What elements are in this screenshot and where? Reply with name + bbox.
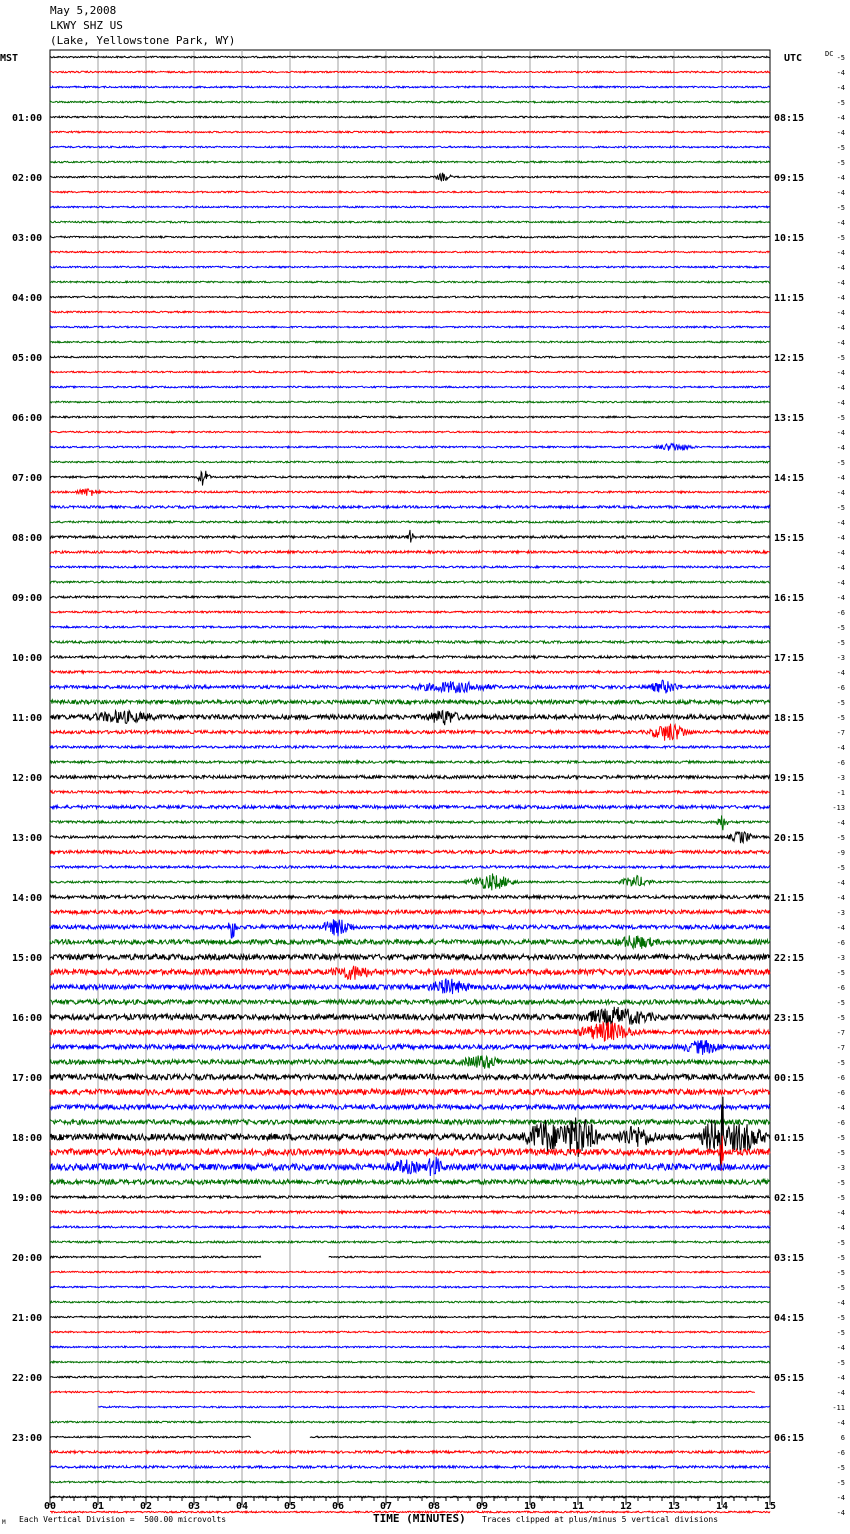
right-hour-label: 22:15 (774, 953, 805, 964)
right-hour-label: 08:15 (774, 113, 805, 124)
right-hour-label: 18:15 (774, 713, 805, 724)
dc-offset-label: -4 (836, 1104, 845, 1112)
seismic-trace-83 (50, 1301, 770, 1303)
seismic-trace-38 (50, 626, 770, 628)
dc-offset-label: -4 (836, 1374, 845, 1382)
seismic-trace-94 (50, 1466, 770, 1468)
left-hour-label: 12:00 (12, 773, 43, 784)
left-hour-label: 20:00 (12, 1253, 43, 1264)
right-hour-label: 02:15 (774, 1193, 805, 1204)
seismic-trace-26 (50, 444, 770, 451)
dc-offset-label: -5 (836, 1134, 845, 1142)
seismic-trace-10 (50, 206, 770, 208)
clip-note: Traces clipped at plus/minus 5 vertical divisions (482, 1515, 719, 1524)
dc-offset-label: -4 (836, 1419, 845, 1427)
seismic-trace-59 (50, 935, 770, 948)
seismic-trace-44 (50, 711, 770, 726)
dc-offset-label: -4 (836, 69, 845, 77)
dc-offset-label: -5 (836, 1194, 845, 1202)
seismic-trace-21 (50, 371, 770, 373)
x-tick-label: 08 (427, 1501, 441, 1512)
seismic-trace-13 (50, 251, 770, 253)
left-hour-label: 22:00 (12, 1373, 43, 1384)
dc-label: DC (825, 50, 834, 58)
dc-offset-label: -4 (836, 1494, 845, 1502)
dc-offset-label: -5 (836, 1329, 845, 1337)
dc-offset-label: -4 (836, 474, 845, 482)
seismic-trace-67 (50, 1055, 770, 1068)
dc-offset-label: -7 (836, 729, 845, 737)
dc-offset-label: -5 (836, 144, 845, 152)
dc-offset-label: -4 (836, 369, 845, 377)
dc-offset-label: -5 (836, 414, 845, 422)
left-hour-label: 10:00 (12, 653, 43, 664)
seismic-trace-14 (50, 266, 770, 268)
seismic-trace-61 (50, 966, 770, 980)
seismic-trace-22 (50, 386, 770, 388)
seismic-trace-87 (50, 1361, 770, 1363)
seismic-trace-48 (50, 775, 770, 778)
seismic-trace-8 (50, 173, 770, 181)
dc-offset-label: -4 (836, 1299, 845, 1307)
dc-offset-label: -5 (836, 1059, 845, 1067)
header-location: (Lake, Yellowstone Park, WY) (50, 34, 236, 47)
seismic-trace-29 (50, 489, 770, 496)
seismic-trace-81 (50, 1271, 770, 1273)
seismic-trace-11 (50, 221, 770, 223)
dc-offset-label: -4 (836, 294, 845, 302)
dc-offset-label: -5 (836, 714, 845, 722)
dc-offset-label: -6 (836, 684, 845, 692)
right-hour-label: 10:15 (774, 233, 805, 244)
dc-offset-label: -5 (836, 1254, 845, 1262)
seismic-trace-5 (50, 131, 770, 133)
dc-offset-label: -4 (836, 1209, 845, 1217)
seismic-trace-68 (50, 1074, 770, 1080)
seismic-trace-71 (50, 1120, 770, 1125)
seismic-trace-60 (50, 954, 770, 960)
dc-offset-label: -13 (832, 804, 845, 812)
seismic-trace-57 (50, 910, 770, 914)
seismic-trace-76 (50, 1196, 770, 1198)
dc-offset-label: -6 (836, 939, 845, 947)
header-date: May 5,2008 (50, 4, 117, 17)
dc-offset-label: -5 (836, 1269, 845, 1277)
dc-offset-label: -4 (836, 444, 845, 452)
dc-offset-label: -4 (836, 219, 845, 227)
dc-offset-label: -5 (836, 1464, 845, 1472)
dc-offset-label: -5 (836, 999, 845, 1007)
seismic-trace-85 (50, 1331, 770, 1333)
seismic-trace-43 (50, 700, 770, 704)
left-hour-label: 03:00 (12, 233, 43, 244)
right-hour-label: 14:15 (774, 473, 805, 484)
seismic-trace-77 (50, 1211, 770, 1213)
left-hour-label: 19:00 (12, 1193, 43, 1204)
seismic-trace-64 (50, 1007, 770, 1026)
x-tick-label: 12 (619, 1501, 633, 1512)
x-tick-label: 04 (235, 1501, 249, 1512)
right-hour-label: 17:15 (774, 653, 805, 664)
left-hour-label: 23:00 (12, 1433, 43, 1444)
dc-offset-label: -5 (836, 504, 845, 512)
dc-offset-label: -6 (836, 1074, 845, 1082)
dc-offset-label: -4 (836, 594, 845, 602)
dc-offset-label: -5 (836, 639, 845, 647)
seismic-trace-17 (50, 311, 770, 313)
seismic-trace-74 (50, 1157, 770, 1176)
seismic-trace-75 (50, 1180, 770, 1185)
seismic-trace-35 (50, 581, 770, 583)
dc-offset-label: -5 (836, 459, 845, 467)
dc-offset-label: -4 (836, 879, 845, 887)
seismic-trace-24 (50, 416, 770, 418)
dc-offset-label: -3 (836, 1164, 845, 1172)
right-hour-label: 12:15 (774, 353, 805, 364)
seismic-trace-45 (50, 724, 770, 741)
dc-offset-label: -4 (836, 894, 845, 902)
dc-offset-label: -5 (836, 1359, 845, 1367)
seismic-trace-0 (50, 56, 770, 58)
corner-mark: M (2, 1519, 6, 1526)
seismic-trace-41 (50, 671, 770, 673)
dc-offset-label: -5 (836, 834, 845, 842)
x-tick-label: 02 (139, 1501, 153, 1512)
left-hour-label: 14:00 (12, 893, 43, 904)
x-tick-label: 15 (763, 1501, 777, 1512)
dc-offset-label: -5 (836, 1179, 845, 1187)
left-hour-label: 09:00 (12, 593, 43, 604)
dc-offset-label: -3 (836, 774, 845, 782)
dc-offset-label: -4 (836, 114, 845, 122)
dc-offset-label: -4 (836, 564, 845, 572)
dc-offset-label: -6 (836, 609, 845, 617)
dc-offset-label: -5 (836, 1479, 845, 1487)
dc-offset-label: -4 (836, 189, 845, 197)
dc-offset-label: -5 (836, 1239, 845, 1247)
dc-offset-label: -4 (836, 429, 845, 437)
dc-offset-label: -11 (832, 1404, 845, 1412)
right-hour-label: 13:15 (774, 413, 805, 424)
x-tick-label: 14 (715, 1501, 729, 1512)
seismic-trace-52 (50, 832, 770, 843)
left-hour-label: 02:00 (12, 173, 43, 184)
left-hour-label: 05:00 (12, 353, 43, 364)
seismic-trace-95 (50, 1481, 770, 1483)
seismic-trace-6 (50, 146, 770, 148)
right-hour-label: 11:15 (774, 293, 805, 304)
dc-offset-label: -4 (836, 339, 845, 347)
dc-offset-label: -3 (836, 909, 845, 917)
seismic-trace-92 (50, 1436, 770, 1438)
dc-offset-label: -5 (836, 1314, 845, 1322)
x-tick-label: 05 (283, 1501, 297, 1512)
seismic-trace-23 (50, 401, 770, 403)
dc-offset-label: -9 (836, 849, 845, 857)
x-tick-label: 03 (187, 1501, 201, 1512)
dc-offset-label: -4 (836, 1389, 845, 1397)
seismic-trace-88 (50, 1376, 770, 1378)
seismic-trace-33 (50, 551, 770, 553)
right-hour-label: 19:15 (774, 773, 805, 784)
seismic-trace-86 (50, 1346, 770, 1348)
dc-offset-label: -4 (836, 489, 845, 497)
dc-offset-label: -4 (836, 819, 845, 827)
left-hour-label: 18:00 (12, 1133, 43, 1144)
seismic-trace-58 (50, 919, 770, 938)
seismic-trace-20 (50, 356, 770, 358)
dc-offset-label: -4 (836, 264, 845, 272)
seismic-trace-93 (50, 1451, 770, 1453)
left-hour-label: 04:00 (12, 293, 43, 304)
x-axis-title: TIME (MINUTES) (373, 1512, 466, 1525)
seismic-trace-30 (50, 506, 770, 508)
seismic-trace-27 (50, 461, 770, 463)
dc-offset-label: -4 (836, 84, 845, 92)
x-tick-label: 11 (571, 1501, 585, 1512)
left-hour-label: 11:00 (12, 713, 43, 724)
dc-offset-label: -3 (836, 654, 845, 662)
seismic-trace-37 (50, 611, 770, 613)
seismic-trace-51 (50, 815, 770, 830)
dc-offset-label: -5 (836, 1284, 845, 1292)
dc-offset-label: -4 (836, 249, 845, 257)
right-hour-label: 09:15 (774, 173, 805, 184)
dc-offset-label: -4 (836, 1224, 845, 1232)
dc-offset-label: -4 (836, 399, 845, 407)
seismic-trace-70 (50, 1105, 770, 1110)
dc-offset-label: -4 (836, 1344, 845, 1352)
seismic-trace-15 (50, 281, 770, 283)
seismic-trace-34 (50, 566, 770, 568)
dc-offset-label: -4 (836, 924, 845, 932)
dc-offset-label: -4 (836, 279, 845, 287)
seismic-trace-49 (50, 791, 770, 793)
seismic-trace-91 (50, 1421, 770, 1423)
dc-offset-label: -4 (836, 534, 845, 542)
seismic-trace-25 (50, 431, 770, 433)
dc-offset-label: -4 (836, 519, 845, 527)
right-hour-label: 06:15 (774, 1433, 805, 1444)
dc-offset-label: -4 (836, 549, 845, 557)
seismic-trace-89 (50, 1391, 755, 1393)
seismic-trace-53 (50, 850, 770, 853)
dc-offset-label: -4 (836, 384, 845, 392)
seismic-trace-84 (50, 1316, 770, 1318)
seismic-trace-62 (50, 979, 770, 995)
dc-offset-label: -4 (836, 1509, 845, 1517)
seismic-trace-56 (50, 895, 770, 898)
left-hour-label: 07:00 (12, 473, 43, 484)
seismic-trace-7 (50, 161, 770, 163)
seismic-trace-36 (50, 596, 770, 598)
seismic-trace-66 (50, 1040, 770, 1055)
dc-offset-label: -5 (836, 159, 845, 167)
dc-offset-label: -4 (836, 744, 845, 752)
seismic-trace-47 (50, 761, 770, 763)
right-hour-label: 23:15 (774, 1013, 805, 1024)
seismic-trace-28 (50, 471, 770, 486)
scale-note: Each Vertical Division = 500.00 microvolts (19, 1515, 227, 1524)
seismic-trace-80 (50, 1256, 770, 1258)
right-hour-label: 15:15 (774, 533, 805, 544)
right-hour-label: 05:15 (774, 1373, 805, 1384)
left-hour-label: 15:00 (12, 953, 43, 964)
x-tick-label: 10 (523, 1501, 537, 1512)
seismic-trace-2 (50, 86, 770, 88)
dc-offset-label: -4 (836, 669, 845, 677)
left-hour-label: 13:00 (12, 833, 43, 844)
x-tick-label: 06 (331, 1501, 345, 1512)
dc-offset-label: -6 (836, 1119, 845, 1127)
left-hour-label: 21:00 (12, 1313, 43, 1324)
x-tick-label: 01 (91, 1501, 105, 1512)
header-station: LKWY SHZ US (50, 19, 123, 32)
dc-offset-label: -5 (836, 204, 845, 212)
dc-offset-label: -4 (836, 324, 845, 332)
dc-offset-label: -5 (836, 864, 845, 872)
dc-offset-label: -5 (836, 54, 845, 62)
seismic-trace-55 (50, 874, 770, 891)
seismic-trace-32 (50, 530, 770, 543)
dc-offset-label: -4 (836, 579, 845, 587)
dc-offset-label: -6 (836, 1089, 845, 1097)
dc-offset-label: -1 (836, 789, 845, 797)
right-timezone-label: UTC (784, 53, 803, 64)
dc-offset-label: -3 (836, 954, 845, 962)
x-tick-label: 09 (475, 1501, 489, 1512)
seismic-trace-1 (50, 71, 770, 73)
right-hour-label: 21:15 (774, 893, 805, 904)
seismic-trace-46 (50, 746, 770, 748)
dc-offset-label: -5 (836, 1149, 845, 1157)
right-hour-label: 01:15 (774, 1133, 805, 1144)
left-hour-label: 17:00 (12, 1073, 43, 1084)
seismic-trace-19 (50, 341, 770, 343)
x-tick-label: 07 (379, 1501, 393, 1512)
dc-offset-label: -5 (836, 354, 845, 362)
dc-offset-label: -5 (836, 99, 845, 107)
right-hour-label: 20:15 (774, 833, 805, 844)
left-hour-label: 16:00 (12, 1013, 43, 1024)
seismic-trace-69 (50, 1089, 770, 1095)
dc-offset-label: -5 (836, 699, 845, 707)
right-hour-label: 00:15 (774, 1073, 805, 1084)
seismic-trace-79 (50, 1241, 770, 1243)
seismic-trace-90 (98, 1406, 770, 1408)
left-hour-label: 08:00 (12, 533, 43, 544)
dc-offset-label: -6 (836, 759, 845, 767)
right-hour-label: 03:15 (774, 1253, 805, 1264)
x-tick-label: 00 (43, 1501, 57, 1512)
seismic-trace-4 (50, 116, 770, 118)
dc-offset-label: -6 (836, 1449, 845, 1457)
seismic-trace-12 (50, 236, 770, 238)
dc-offset-label: -6 (836, 984, 845, 992)
x-tick-label: 13 (667, 1501, 681, 1512)
dc-offset-label: -4 (836, 129, 845, 137)
seismic-trace-31 (50, 521, 770, 523)
seismic-trace-16 (50, 296, 770, 298)
dc-offset-label: -5 (836, 234, 845, 242)
seismic-trace-39 (50, 641, 770, 643)
left-timezone-label: MST (0, 53, 19, 64)
seismic-trace-42 (50, 680, 770, 693)
dc-offset-label: -5 (836, 624, 845, 632)
right-hour-label: 16:15 (774, 593, 805, 604)
seismic-trace-50 (50, 805, 770, 808)
dc-offset-label: -4 (836, 309, 845, 317)
dc-offset-label: -7 (836, 1044, 845, 1052)
dc-offset-label: -5 (836, 969, 845, 977)
seismic-trace-63 (50, 1000, 770, 1005)
seismic-trace-40 (50, 656, 770, 658)
dc-offset-label: 6 (840, 1434, 845, 1442)
seismic-trace-65 (50, 1022, 770, 1041)
right-hour-label: 04:15 (774, 1313, 805, 1324)
dc-offset-label: -4 (836, 174, 845, 182)
seismic-trace-18 (50, 326, 770, 328)
dc-offset-label: -5 (836, 1014, 845, 1022)
seismic-trace-78 (50, 1226, 770, 1228)
seismic-trace-54 (50, 866, 770, 868)
left-hour-label: 06:00 (12, 413, 43, 424)
dc-offset-label: -7 (836, 1029, 845, 1037)
seismic-trace-9 (50, 191, 770, 193)
seismic-trace-82 (50, 1286, 770, 1288)
seismic-trace-3 (50, 101, 770, 103)
left-hour-label: 01:00 (12, 113, 43, 124)
